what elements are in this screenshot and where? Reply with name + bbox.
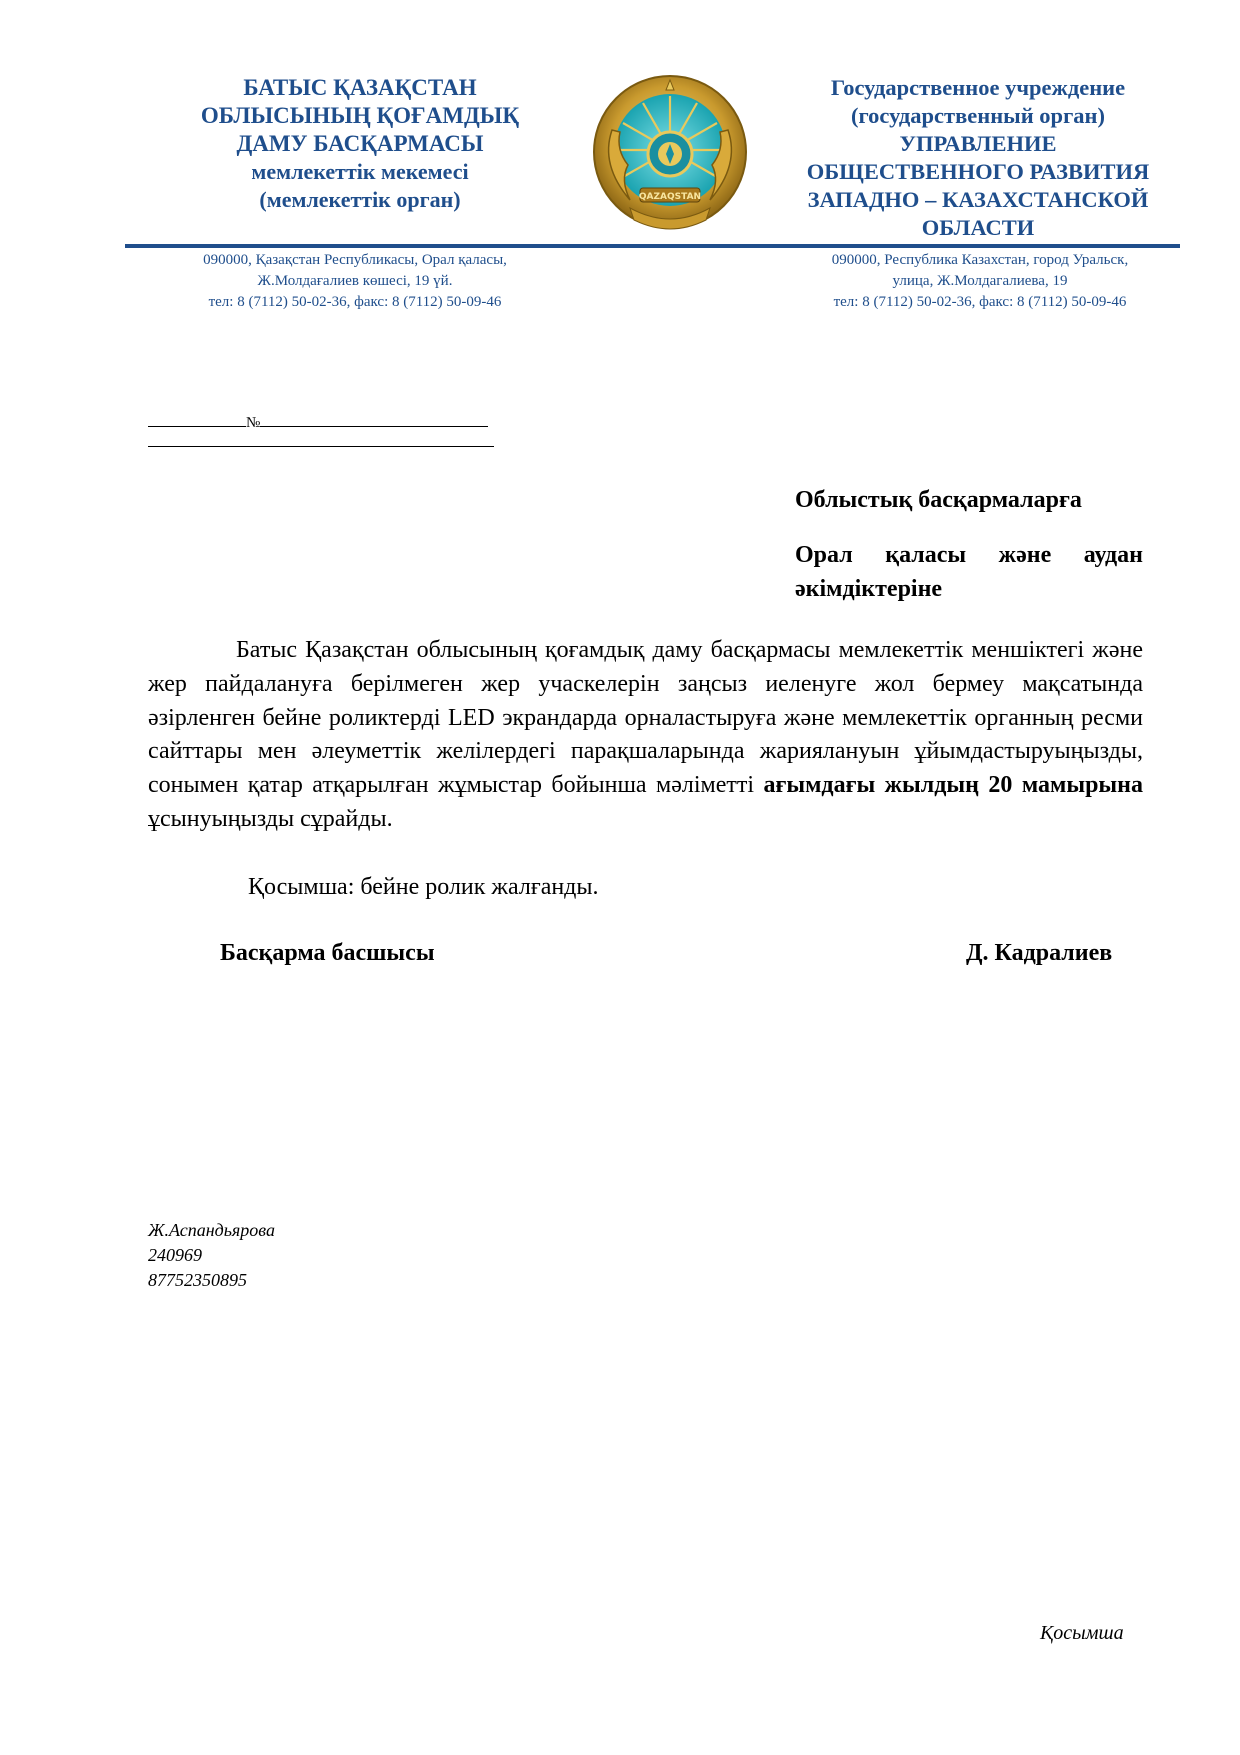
number-sign: № bbox=[246, 415, 261, 431]
footer-attachment-label: Қосымша bbox=[1040, 1622, 1124, 1644]
body-paragraph bbox=[148, 634, 1143, 837]
org-line: ОБЛАСТИ bbox=[921, 215, 1035, 240]
executor-info bbox=[148, 1218, 275, 1293]
state-emblem bbox=[590, 70, 750, 238]
emblem-text: QAZAQSTAN bbox=[638, 192, 702, 202]
registration-number-line bbox=[148, 412, 496, 432]
addressee-akimats-line1: Орал қаласы және аудан bbox=[795, 542, 1143, 568]
attachment-note: Қосымша: бейне ролик жалғанды. bbox=[248, 874, 599, 900]
org-line: ОБЛЫСЫНЫҢ ҚОҒАМДЫҚ bbox=[200, 103, 520, 128]
address-line: тел: 8 (7112) 50-02-36, факс: 8 (7112) 50-09-46 bbox=[208, 294, 502, 310]
registration-second-line bbox=[148, 432, 496, 452]
number-blank bbox=[260, 412, 488, 427]
org-line: Государственное учреждение bbox=[830, 75, 1126, 100]
org-name-kazakh bbox=[160, 74, 560, 214]
org-line: (государственный орган) bbox=[850, 103, 1105, 128]
date-blank bbox=[148, 412, 246, 427]
executor-phone: 240969 bbox=[148, 1245, 202, 1265]
address-line: 090000, Республика Казахстан, город Уральск, bbox=[831, 252, 1129, 268]
executor-mobile: 87752350895 bbox=[148, 1270, 247, 1290]
body-text-end: ұсынуыңызды сұрайды. bbox=[148, 805, 393, 832]
address-line: тел: 8 (7112) 50-02-36, факс: 8 (7112) 50-09-46 bbox=[833, 294, 1127, 310]
body-text-start: Батыс Қазақстан облысының қоғамдық даму басқармасы мемлекеттік меншіктегі және жер пайдалануға берілмеген жер учаскелерін заңсыз иеленуге жол бермеу мақсатында әзірленген бейне роликтерді LED экрандарда орналастыруға және мемлекеттік органның ресми сайттары мен әлеуметтік желілердегі парақшаларында жариялануын ұйымдастыруыңызды, сонымен қатар атқарылған жұмыстар бойынша мәліметті bbox=[148, 637, 1143, 799]
org-line: ЗАПАДНО – КАЗАХСТАНСКОЙ bbox=[807, 187, 1149, 212]
address-line: улица, Ж.Молдагалиева, 19 bbox=[892, 273, 1068, 289]
org-line: ОБЩЕСТВЕННОГО РАЗВИТИЯ bbox=[806, 159, 1150, 184]
blank-line bbox=[148, 432, 494, 447]
executor-name: Ж.Аспандьярова bbox=[148, 1220, 275, 1240]
signatory-name: Д. Кадралиев bbox=[966, 940, 1113, 966]
addressee-regional-departments: Облыстық басқармаларға bbox=[795, 487, 1082, 513]
signatory-title: Басқарма басшысы bbox=[220, 940, 435, 966]
address-kazakh bbox=[140, 250, 570, 313]
org-name-russian bbox=[768, 74, 1188, 242]
org-line: мемлекеттік мекемесі bbox=[251, 159, 469, 184]
address-russian bbox=[780, 250, 1180, 313]
address-line: Ж.Молдағалиев көшесі, 19 үй. bbox=[257, 273, 453, 289]
letter-body bbox=[148, 634, 1143, 837]
body-deadline: ағымдағы жылдың 20 мамырына bbox=[763, 772, 1144, 799]
org-line: (мемлекеттік орган) bbox=[259, 187, 461, 212]
org-line: ДАМУ БАСҚАРМАСЫ bbox=[236, 131, 484, 156]
header-divider bbox=[125, 244, 1180, 248]
org-line: УПРАВЛЕНИЕ bbox=[899, 131, 1057, 156]
address-line: 090000, Қазақстан Республикасы, Орал қаласы, bbox=[203, 252, 507, 268]
addressee-akimats-line2: әкімдіктеріне bbox=[795, 576, 943, 602]
org-line: БАТЫС ҚАЗАҚСТАН bbox=[243, 75, 477, 100]
